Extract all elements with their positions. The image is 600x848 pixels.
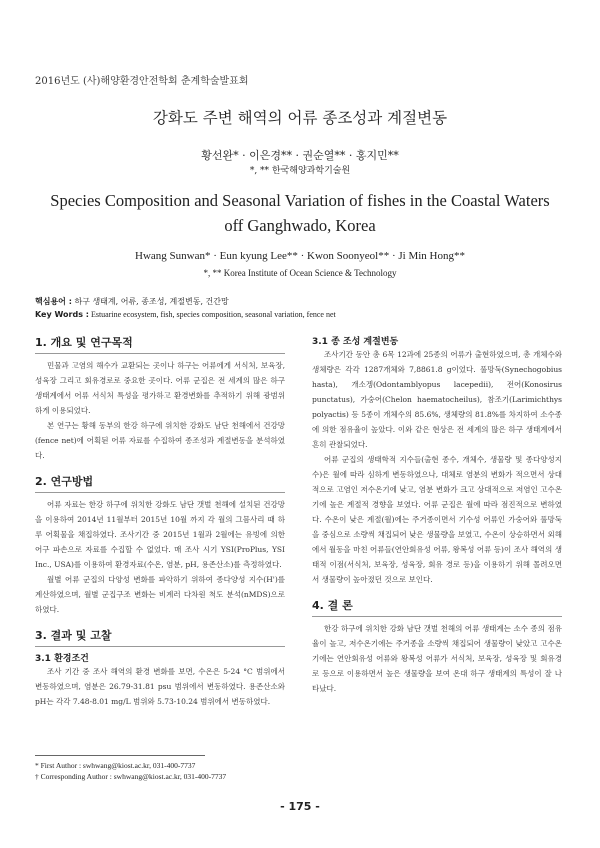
keywords-korean-text: 하구 생태계, 어류, 종조성, 계절변동, 건간망: [74, 297, 229, 306]
section-heading-conclusion: 4. 결 론: [312, 597, 562, 617]
footnote-divider: [35, 755, 205, 756]
english-authors: Hwang Sunwan* · Eun kyung Lee** · Kwon Soonyeol** · Ji Min Hong**: [135, 250, 465, 262]
english-title: Species Composition and Seasonal Variation of fishes in the Coastal Waters off Ganghwado, Korea: [50, 191, 550, 235]
intro-paragraph-2: 본 연구는 황해 동부의 한강 하구에 위치한 강화도 남단 천해에서 건강망(fence net)에 어획된 어류 자료를 수집하여 종조성과 계절변동을 분석하였다.: [35, 421, 285, 460]
species-paragraph-1: 조사기간 동안 총 6목 12과에 25종의 어류가 출현하였으며, 총 개체수와 생체량은 각각 1287개체와 7,8861.8 g이었다. 풀망둑(Synechogobius hasta), 개소겡(Odontamblyopus lacepedii), 전어(Konosirus punctatus), 가숭어(Chelon haematocheilus), 참조기(Larimichthys polyactis) 등 5종이 개체수의 85.6%, 생체량의 81.8%를 차지하여 소수종에 의한 점유율이 높았다. 이와 같은 현상은 전 세계의 많은 하구 생태계에서 흔히 관찰되었다.: [312, 350, 562, 449]
english-affiliation: *, ** Korea Institute of Ocean Science & Technology: [203, 268, 397, 278]
left-column: [35, 334, 285, 709]
conference-header: 2016년도 (사)해양환경안전학회 춘계학술발표회: [35, 76, 249, 87]
korean-authors: 황선완* · 이은경** · 권순열** · 홍지민**: [201, 149, 399, 162]
section-heading-results: 3. 결과 및 고찰: [35, 627, 285, 647]
intro-paragraph-1: 민물과 고염의 해수가 교환되는 곳이나 하구는 어류에게 서식처, 보육장, 성육장 그리고 회유경로로 중요한 곳이다. 어류 군집은 전 세계의 많은 하구 생태계에서 어류 서식처 특성을 평가하고 환경변화를 추적하기 위해 광범위하게 이용되었다.: [35, 361, 285, 415]
footnote-first-author: * First Author : swhwang@kiost.ac.kr, 031-400-7737: [35, 761, 196, 770]
env-paragraph-1: 조사 기간 중 조사 해역의 환경 변화를 보면, 수온은 5-24 °C 범위에서 변동하였으며, 염분은 26.79-31.81 psu 범위에서 변동하였다. 용존산소와 pH는 각각 7.48-8.01 mg/L 범위와 5.73-10.24 범위에서 변동하였다.: [35, 667, 285, 706]
section-heading-intro: 1. 개요 및 연구목적: [35, 334, 285, 354]
right-column: [312, 334, 562, 696]
keywords-english-text: Estuarine ecosystem, fish, species composition, seasonal variation, fence net: [90, 310, 336, 319]
subsection-heading-env: 3.1 환경조건: [35, 654, 89, 664]
footnote-corresponding-author: † Corresponding Author : swhwang@kiost.ac.kr, 031-400-7737: [35, 772, 227, 781]
keywords-korean: [35, 296, 229, 307]
korean-affiliation: *, ** 한국해양과학기술원: [249, 166, 351, 176]
keywords-english: [35, 310, 336, 319]
page-number: - 175 -: [280, 800, 320, 813]
subsection-heading-species: 3.1 종 조성 계절변동: [312, 337, 399, 347]
methods-paragraph-2: 월별 어류 군집의 다양성 변화를 파악하기 위하여 종다양성 지수(H')를 계산하였으며, 월별 군집구조 변화는 비계러 다차원 척도 분석(nMDS)으로 하였다.: [35, 575, 285, 614]
conclusion-paragraph-1: 한강 하구에 위치한 강화 남단 갯벌 천해의 어류 생태계는 소수 종의 점유율이 높고, 저수온기에는 주거종을 소량씩 채집되어 생물량이 낮았고 고수온기에는 연안회유성 어류와 왕복성 어류가 서식처, 보육장, 성육장 및 회유경로 등으로 이용하면서 높은 생물량을 보여 온대 하구 생태계의 특성이 잘 나타났다.: [312, 624, 562, 693]
korean-title: 강화도 주변 해역의 어류 종조성과 계절변동: [152, 109, 448, 127]
footnotes: [35, 760, 555, 782]
methods-paragraph-1: 어류 자료는 한강 하구에 위치한 강화도 남단 갯벌 천해에 설치된 건강망을 이용하여 2014년 11월부터 2015년 10월 까지 각 월의 그믐사리 때 하루 어획물을 채집하였다. 조사기간 중 2015년 1월과 2월에는 유빙에 의한 어구 파손으로 자료를 수집할 수 없었다. 매 조사 시기 YSI(ProPlus, YSI Inc., USA)를 이용하여 환경자료(수온, 염분, pH, 용존산소)를 측정하였다.: [35, 500, 285, 569]
keywords-korean-label: 핵심용어 :: [35, 297, 72, 306]
species-paragraph-2: 어류 군집의 생태학적 지수들(출현 종수, 개체수, 생물량 및 종다양성지수)은 월에 따라 심하게 변동하였으나, 대체로 염분의 변화가 적으면서 상대적으로 고염인 저수온기에 낮고, 염분 변화가 크고 상대적으로 저염인 고수온기에 높은 계절적 경향을 보였다. 어류 군집은 월에 따라 점진적으로 변하였다. 수온이 낮은 계절(월)에는 주거종이면서 기수성 어류인 가숭어와 풀망둑을 중심으로 소량씩 채집되어 낮은 생물량을 보였고, 수온이 상승하면서 외해에서 월동을 마친 어류들(연안회유성 어류, 왕복성 어류 등)이 조사 해역의 생태적 이점(서식처, 보육장, 성육장, 회유 경로 등)을 이용하기 위해 몰려오면서 생물량이 높아졌던 것으로 보인다.: [312, 455, 562, 584]
keywords-english-label: Key Words :: [35, 310, 89, 319]
section-heading-methods: 2. 연구방법: [35, 473, 285, 493]
